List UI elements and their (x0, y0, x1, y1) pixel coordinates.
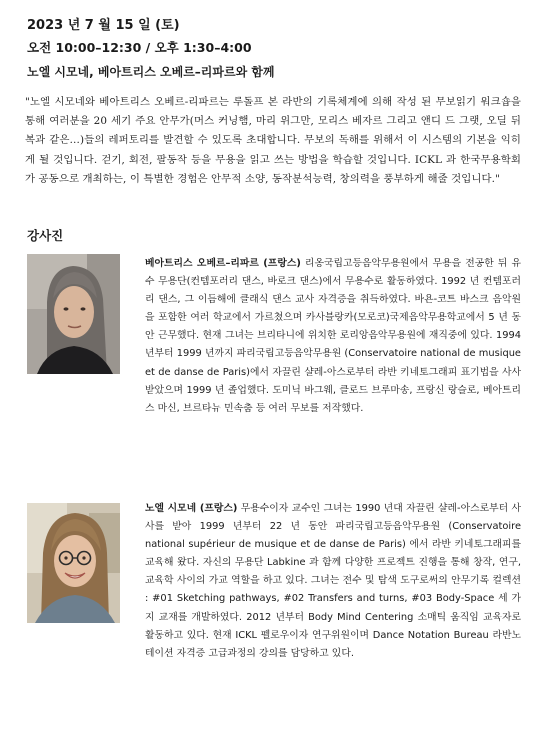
event-time: 오전 10:00–12:30 / 오후 1:30–4:00 (27, 40, 252, 55)
instructor-name: 노엘 시모네 (프랑스) (145, 503, 238, 514)
instructor-bio (145, 500, 521, 663)
portrait-photo-2-drawing (27, 503, 120, 623)
intro-paragraph: "노엘 시모네와 베아트리스 오베르-리파르는 루돌프 본 라반의 기록체계에 의해 작성 된 무보읽기 워크숍을 통해 여러분을 20 세기 주요 안무가(머스 커닝햄, 마리 위그만, 모리스 베자르 그리고 앤디 드 그랫, 오딜 뒤복과 같은…)들의 레퍼토리를 발견할 수 있도록 초대합니다. 무보의 독해를 위해서 이 시스템의 기본을 익히게 될 것입니다. 걷기, 회전, 팔동작 등을 무용을 읽고 쓰는 방법을 학습할 것입니다. ICKL 과 한국무용학회가 공동으로 개최하는, 이 특별한 경험은 안무적 소양, 동작분석능력, 창의력을 풍부하게 해줄 것입니다." (25, 96, 521, 185)
instructors-heading: 강사진 (27, 228, 64, 243)
instructor-bio (145, 255, 521, 418)
instructor-bio-text: 리옹국립고등음악무용원에서 무용을 전공한 뒤 유수 무용단(컨템포러리 댄스, 바로크 댄스)에서 무용수로 활동하였다. 1992 년 컨템포러리 댄스, 그 이듬해에 클래식 댄스 교사 자격증을 취득하였다. 바욘-코트 바스크 음악원을 포함한 여러 학교에서 가르쳤으며 카사블랑카(모로코)국제음악무용학교에서 5 년 동안 근무했다. 현재 그녀는 브리타니에 위치한 로리앙음악무용원에 재직중에 있다. 1994 년부터 1999 년까지 파리국립고등음악무용원 (Conservatoire national de musique et de danse de Paris)에서 자끌린 샬레-아스로부터 라반 키네토그래피 표기법을 사사 받았으며 1999 년 졸업했다. 도미닉 바그웨, 클로드 브루마송, 프랑신 랑슬로, 베아트리스 마신, 브르타뉴 민속춤 등 여러 무보를 저작했다. (145, 258, 522, 414)
portrait-photo (27, 254, 120, 374)
portrait-photo-1-drawing (27, 254, 120, 374)
instructor-name: 베아트리스 오베르–리파르 (프랑스) (145, 258, 301, 269)
event-subtitle: 노엘 시모네, 베아트리스 오베르–리파르와 함께 (27, 65, 275, 79)
portrait-photo (27, 503, 120, 623)
event-date: 2023 년 7 월 15 일 (토) (27, 18, 180, 33)
instructor-bio-text: 무용수이자 교수인 그녀는 1990 년대 자끌린 샬레-아스로부터 사사를 받아 1999 년부터 22 년 동안 파리국립고등음악무용원 (Conservatoire national supérieur de musique et de danse de Paris) 에서 라반 키네토그래피를 교육해 왔다. 자신의 무용단 Labkine 과 함께 다양한 프로젝트 진행을 통해 창작, 연구, 교육학 사이의 가교 역할을 하고 있다. 그녀는 전수 및 탐색 도구로써의 안무기록 컬렉션 : #01 Sketching pathways, #02 Transfers and turns, #03 Body-Space 세 가지 교재를 개발하였다. 2012 년부터 Body Mind Centering 소매틱 움직임 교육자로 활동하고 있다. 현재 ICKL 펠로우이자 연구위원이며 Dance Notation Bureau 라반노테이션 자격증 고급과정의 강의를 담당하고 있다. (145, 503, 521, 659)
